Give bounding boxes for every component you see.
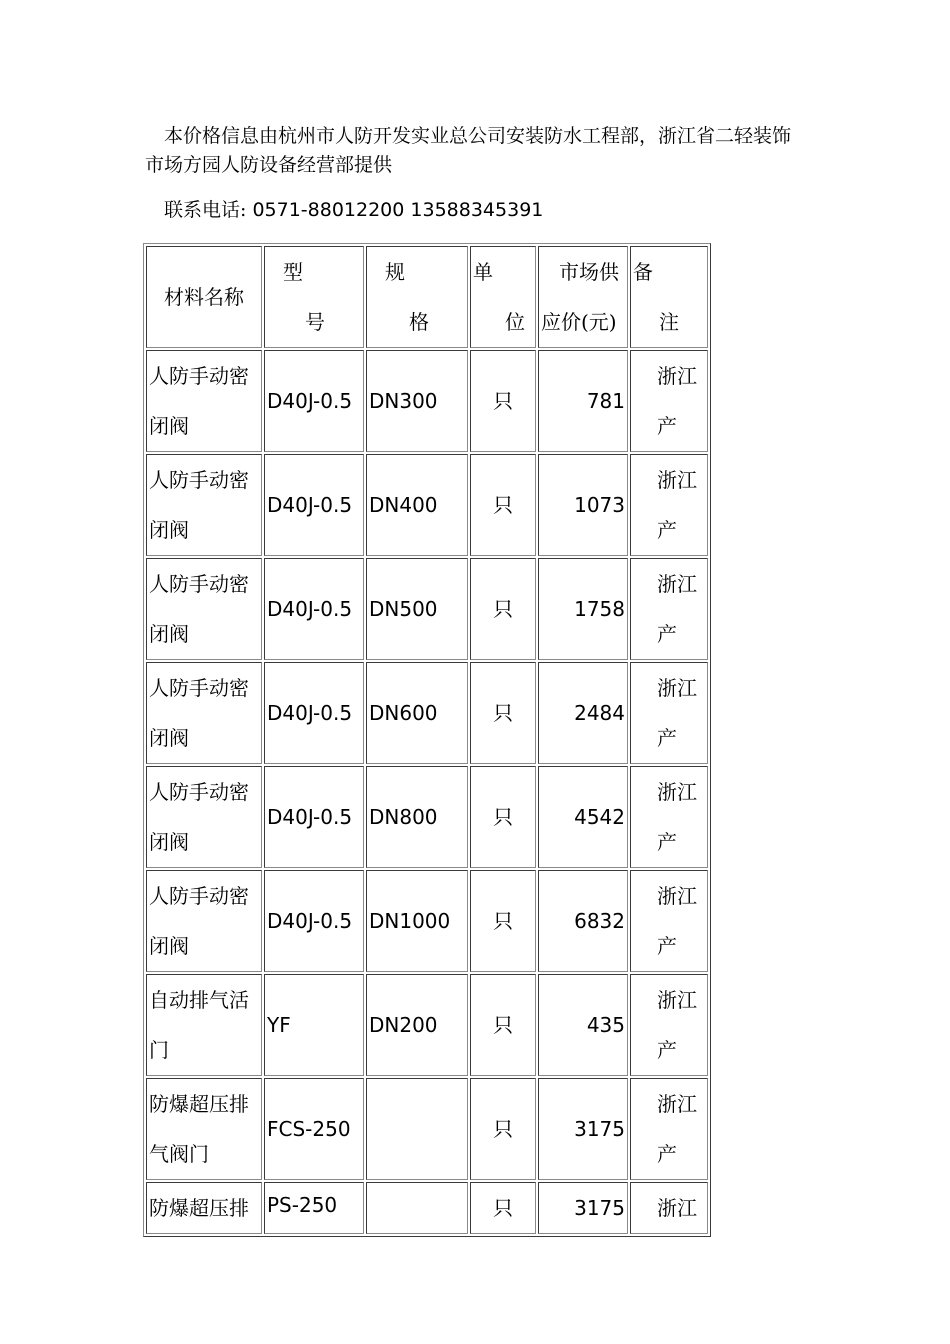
cell-unit: 只: [470, 1182, 536, 1234]
table-row: [146, 870, 708, 972]
cell-price: 781: [538, 350, 628, 452]
cell-spec: DN500: [366, 558, 468, 660]
cell-model: D40J-0.5: [264, 870, 364, 972]
cell-note: [630, 558, 708, 660]
cell-name: 人防手动密闭阀: [146, 558, 262, 660]
header-spec-top: 规: [385, 260, 405, 284]
cell-note-text: 浙江产: [657, 468, 697, 542]
cell-price: 6832: [538, 870, 628, 972]
cell-spec: [366, 1182, 468, 1234]
header-price-bottom: 应价(元): [541, 310, 617, 334]
header-name: 材料名称: [146, 246, 262, 348]
header-note-bottom: 注: [659, 310, 679, 334]
cell-price: 3175: [538, 1078, 628, 1180]
cell-price: 435: [538, 974, 628, 1076]
cell-note: [630, 1078, 708, 1180]
table-row: [146, 1078, 708, 1180]
cell-spec: DN800: [366, 766, 468, 868]
table-row: [146, 766, 708, 868]
cell-unit: 只: [470, 1078, 536, 1180]
cell-spec: DN600: [366, 662, 468, 764]
cell-spec: DN200: [366, 974, 468, 1076]
cell-unit: 只: [470, 974, 536, 1076]
cell-model: D40J-0.5: [264, 350, 364, 452]
table-row: [146, 1182, 708, 1234]
cell-price: 3175: [538, 1182, 628, 1234]
cell-name: 自动排气活门: [146, 974, 262, 1076]
cell-note: [630, 1182, 708, 1234]
cell-note-text: 浙江产: [657, 884, 697, 958]
cell-note: [630, 662, 708, 764]
cell-note-text: 浙江产: [657, 988, 697, 1062]
table-header-row: [146, 246, 708, 348]
cell-note-text: 浙江产: [657, 780, 697, 854]
cell-note-text: 浙江: [657, 1196, 697, 1220]
header-note-top: 备: [633, 260, 653, 284]
cell-unit: 只: [470, 766, 536, 868]
cell-note: [630, 974, 708, 1076]
cell-unit: 只: [470, 454, 536, 556]
cell-name: 防爆超压排气阀门: [146, 1078, 262, 1180]
cell-unit: 只: [470, 870, 536, 972]
cell-name: 人防手动密闭阀: [146, 766, 262, 868]
header-unit-top: 单: [473, 260, 493, 284]
cell-model: D40J-0.5: [264, 558, 364, 660]
cell-unit: 只: [470, 662, 536, 764]
table-row: [146, 454, 708, 556]
cell-name: 防爆超压排: [146, 1182, 262, 1234]
header-model: [264, 246, 364, 348]
cell-model: D40J-0.5: [264, 662, 364, 764]
cell-unit: 只: [470, 350, 536, 452]
header-unit-bottom: 位: [505, 310, 525, 334]
cell-name: 人防手动密闭阀: [146, 350, 262, 452]
cell-model: D40J-0.5: [264, 766, 364, 868]
cell-spec: DN400: [366, 454, 468, 556]
intro-paragraph: 本价格信息由杭州市人防开发实业总公司安装防水工程部，浙江省二轻装饰市场方园人防设备经营部提供: [145, 125, 792, 176]
contact-numbers: 0571-88012200 13588345391: [246, 199, 544, 221]
cell-note-text: 浙江产: [657, 676, 697, 750]
cell-note-text: 浙江产: [657, 572, 697, 646]
header-note: [630, 246, 708, 348]
table-row: [146, 662, 708, 764]
cell-model: FCS-250: [264, 1078, 364, 1180]
cell-price: 4542: [538, 766, 628, 868]
header-unit: [470, 246, 536, 348]
cell-price: 2484: [538, 662, 628, 764]
header-model-top: 型: [283, 260, 303, 284]
cell-note-text: 浙江产: [657, 364, 697, 438]
cell-note: [630, 454, 708, 556]
header-price-top: 市场供: [559, 260, 619, 284]
table-row: [146, 558, 708, 660]
table-row: [146, 350, 708, 452]
cell-price: 1073: [538, 454, 628, 556]
table-row: [146, 974, 708, 1076]
header-spec-bottom: 格: [409, 310, 429, 334]
cell-note: [630, 870, 708, 972]
cell-model: PS-250: [264, 1182, 364, 1234]
price-table: [143, 243, 711, 1237]
header-spec: [366, 246, 468, 348]
cell-note-text: 浙江产: [657, 1092, 697, 1166]
cell-note: [630, 766, 708, 868]
cell-model: YF: [264, 974, 364, 1076]
cell-model: D40J-0.5: [264, 454, 364, 556]
cell-price: 1758: [538, 558, 628, 660]
cell-note: [630, 350, 708, 452]
header-model-bottom: 号: [305, 310, 325, 334]
cell-spec: DN1000: [366, 870, 468, 972]
header-price: [538, 246, 628, 348]
cell-name: 人防手动密闭阀: [146, 454, 262, 556]
cell-name: 人防手动密闭阀: [146, 870, 262, 972]
cell-spec: DN300: [366, 350, 468, 452]
cell-unit: 只: [470, 558, 536, 660]
cell-spec: [366, 1078, 468, 1180]
contact-line: [164, 196, 543, 224]
contact-label: 联系电话:: [164, 199, 247, 221]
cell-name: 人防手动密闭阀: [146, 662, 262, 764]
